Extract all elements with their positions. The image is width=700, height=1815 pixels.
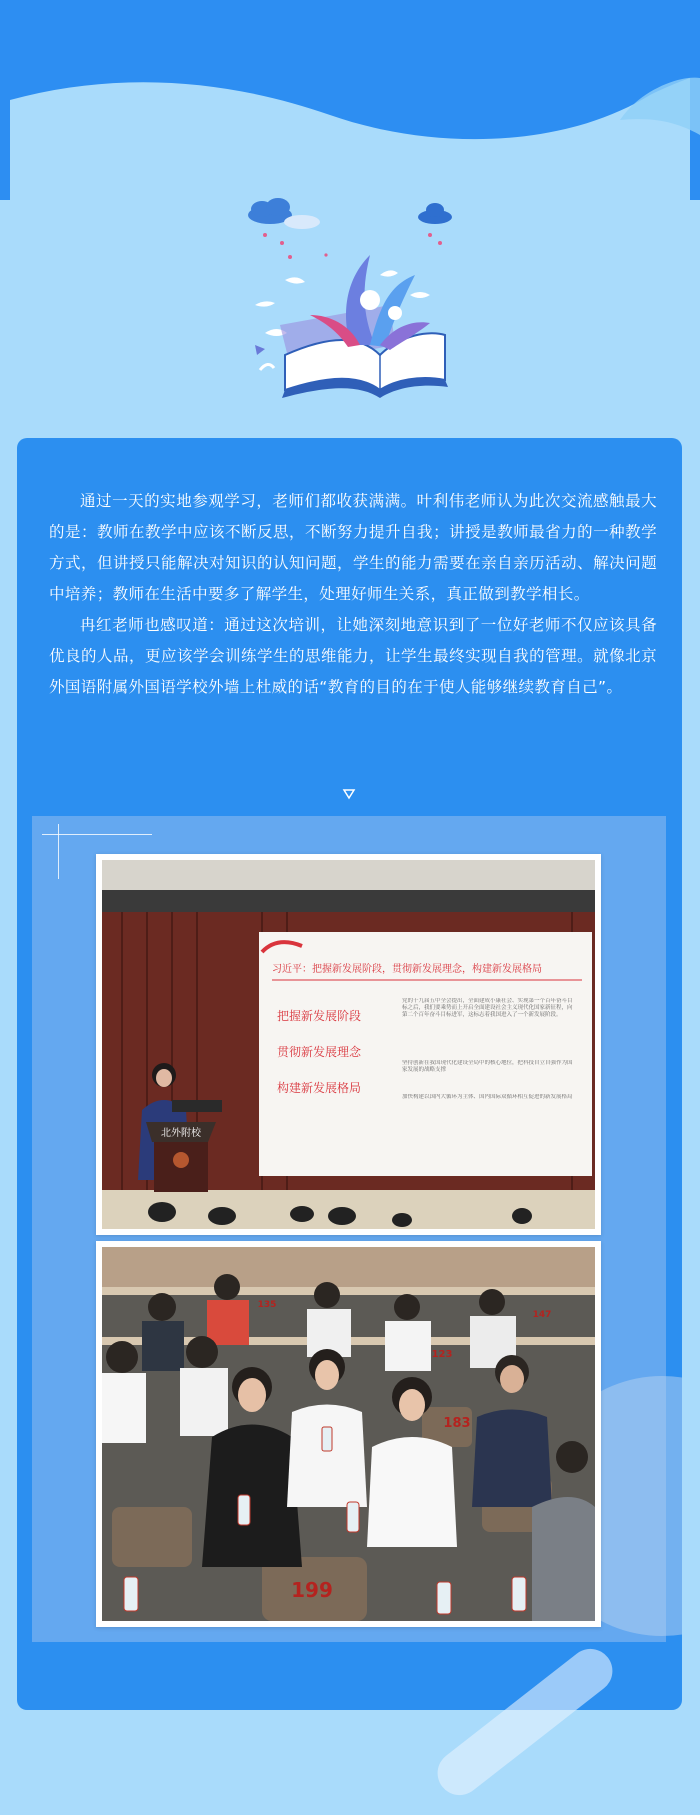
seat-number: 135 xyxy=(257,1300,277,1310)
slide-title: 习近平：把握新发展阶段，贯彻新发展理念，构建新发展格局 xyxy=(272,964,542,975)
photo-gallery xyxy=(32,816,666,1642)
slide-note-2: 坚持创新在我国现代化建设全局中的核心地位，把科技自立自强作为国家发展的战略支撑 xyxy=(402,1060,573,1073)
seat-number: 147 xyxy=(532,1310,552,1320)
seat-number: 183 xyxy=(443,1416,471,1431)
slide-point-1: 把握新发展阶段 xyxy=(277,1009,362,1023)
cloud-icon xyxy=(248,198,452,229)
audience-photo xyxy=(96,1241,601,1627)
slide-point-2: 贯彻新发展理念 xyxy=(277,1045,362,1059)
seat-number: 199 xyxy=(291,1578,333,1602)
podium xyxy=(146,1122,216,1192)
podium-sign: 北外附校 xyxy=(161,1128,201,1139)
content-panel xyxy=(17,438,682,1710)
slide-note-3: 加快构建以国内大循环为主体、国内国际双循环相互促进的新发展格局 xyxy=(402,1094,573,1100)
decorative-line xyxy=(58,824,59,879)
paragraph-1: 通过一天的实地参观学习，老师们都收获满满。叶利伟老师认为此次交流感触最大的是：教师在教学中应该不断反思，不断努力提升自我；讲授是教师最省力的一种教学方式，但讲授只能解决对知识的认知问题，学生的能力需要在亲自亲历活动、解决问题中培养；教师在生活中要多了解学生，处理好师生关系，真正做到教学相长。 xyxy=(49,492,657,603)
header-wave xyxy=(0,0,700,200)
paragraph-2: 冉红老师也感叹道：通过这次培训，让她深刻地意识到了一位好老师不仅应该具备优良的人品，更应该学会训练学生的思维能力，让学生最终实现自我的管理。就像北京外国语附属外国语学校外墙上杜威的话“教育的目的在于使人能够继续教育自己”。 xyxy=(49,616,657,696)
seat-number: 123 xyxy=(431,1349,453,1360)
slide-point-3: 构建新发展格局 xyxy=(277,1081,362,1095)
article-text xyxy=(49,486,657,703)
lecture-photo xyxy=(96,854,601,1235)
slide-note-1: 党的十九届五中全会提出，全面建成小康社会、实现第一个百年奋斗目标之后，我们要乘势而上开启全面建设社会主义现代化国家新征程，向第二个百年奋斗目标进军，这标志着我国进入了一个新发展阶段。 xyxy=(402,998,573,1018)
slide-notes xyxy=(402,998,577,1122)
book-illustration xyxy=(230,195,470,415)
triangle-down-icon xyxy=(342,788,356,800)
